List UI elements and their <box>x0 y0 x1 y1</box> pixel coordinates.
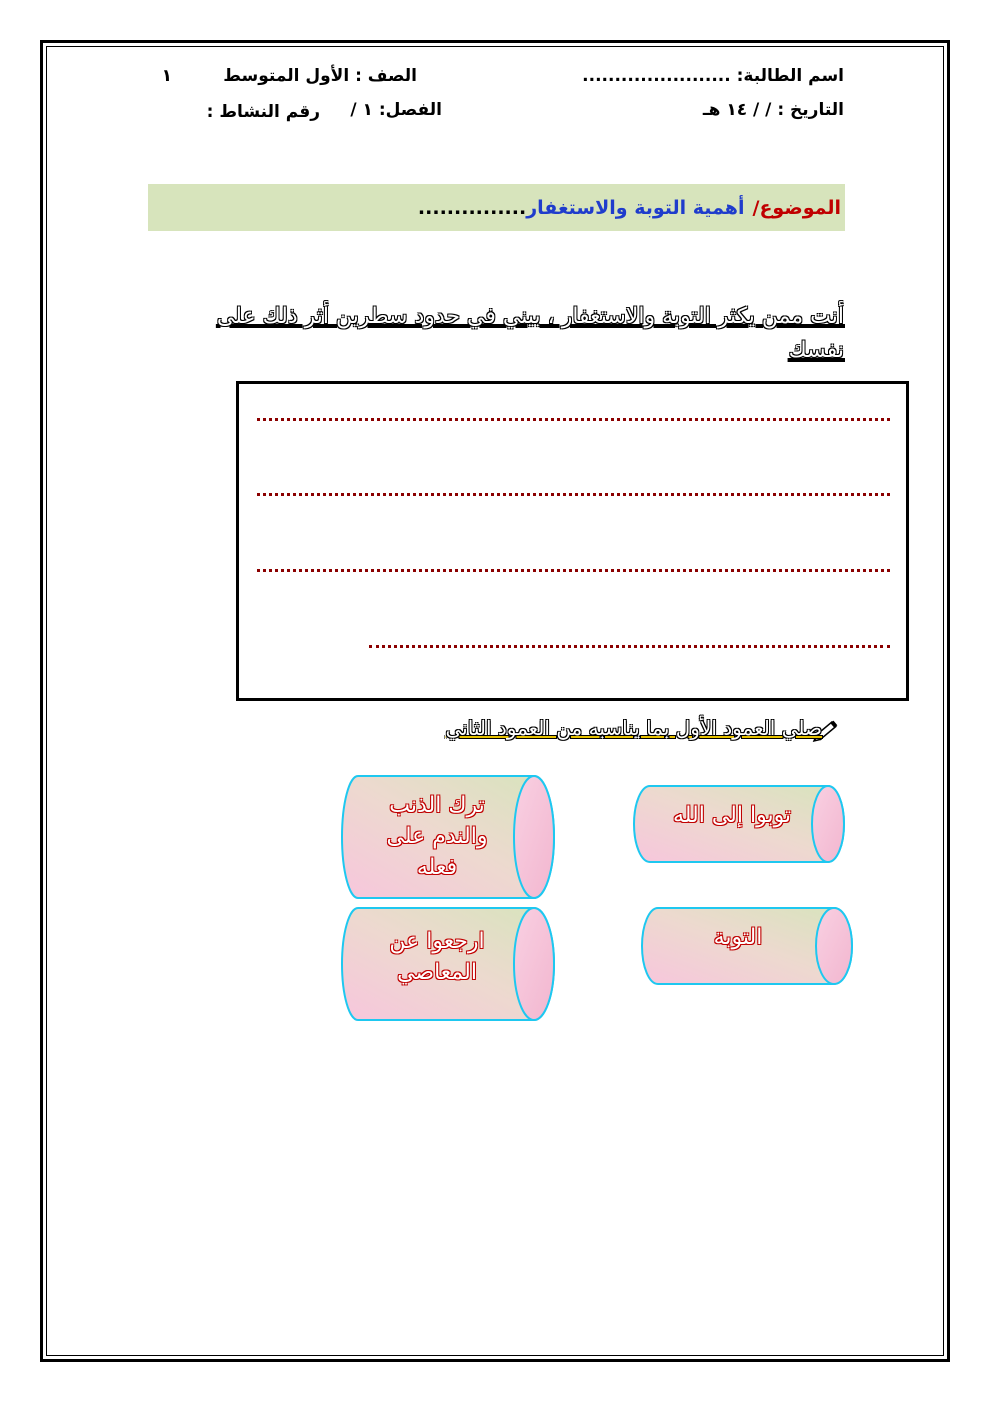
semester-field: الفصل: ١ / <box>350 100 442 120</box>
student-name-field: اسم الطالبة: ....................... <box>582 66 844 86</box>
col2-item2-text: ارجعوا عن المعاصي <box>389 929 485 985</box>
matching-instruction: صلي العمود الأول بما يناسبه من العمود الثاني <box>445 716 822 740</box>
question-text: أنت ممن يكثر التوبة والاستغفار ، بيني في حدود سطرين أثر ذلك على نفسك <box>216 304 844 363</box>
col2-item1-text: ترك الذنب والندم على فعله <box>386 793 488 880</box>
answer-line[interactable] <box>257 418 890 421</box>
topic-bar <box>148 184 845 231</box>
col1-item1-text: توبوا إلى الله <box>672 803 792 828</box>
answer-line[interactable] <box>369 645 890 648</box>
topic-title: أهمية التوبة والاستغفار <box>526 196 745 219</box>
date-field: التاريخ : / / ١٤ هـ <box>702 100 844 120</box>
grade-label: الصف : الأول المتوسط <box>223 66 417 86</box>
col1-item2-text: التوبة <box>713 925 763 950</box>
topic-label: الموضوع/ <box>752 196 841 219</box>
page-border-inner <box>46 46 944 1356</box>
answer-line[interactable] <box>257 493 890 496</box>
activity-number-field: رقم النشاط : <box>206 102 320 122</box>
answer-box <box>236 381 909 701</box>
grade-number: ١ <box>161 66 172 86</box>
topic-dots: ............... <box>417 196 527 219</box>
answer-line[interactable] <box>257 569 890 572</box>
